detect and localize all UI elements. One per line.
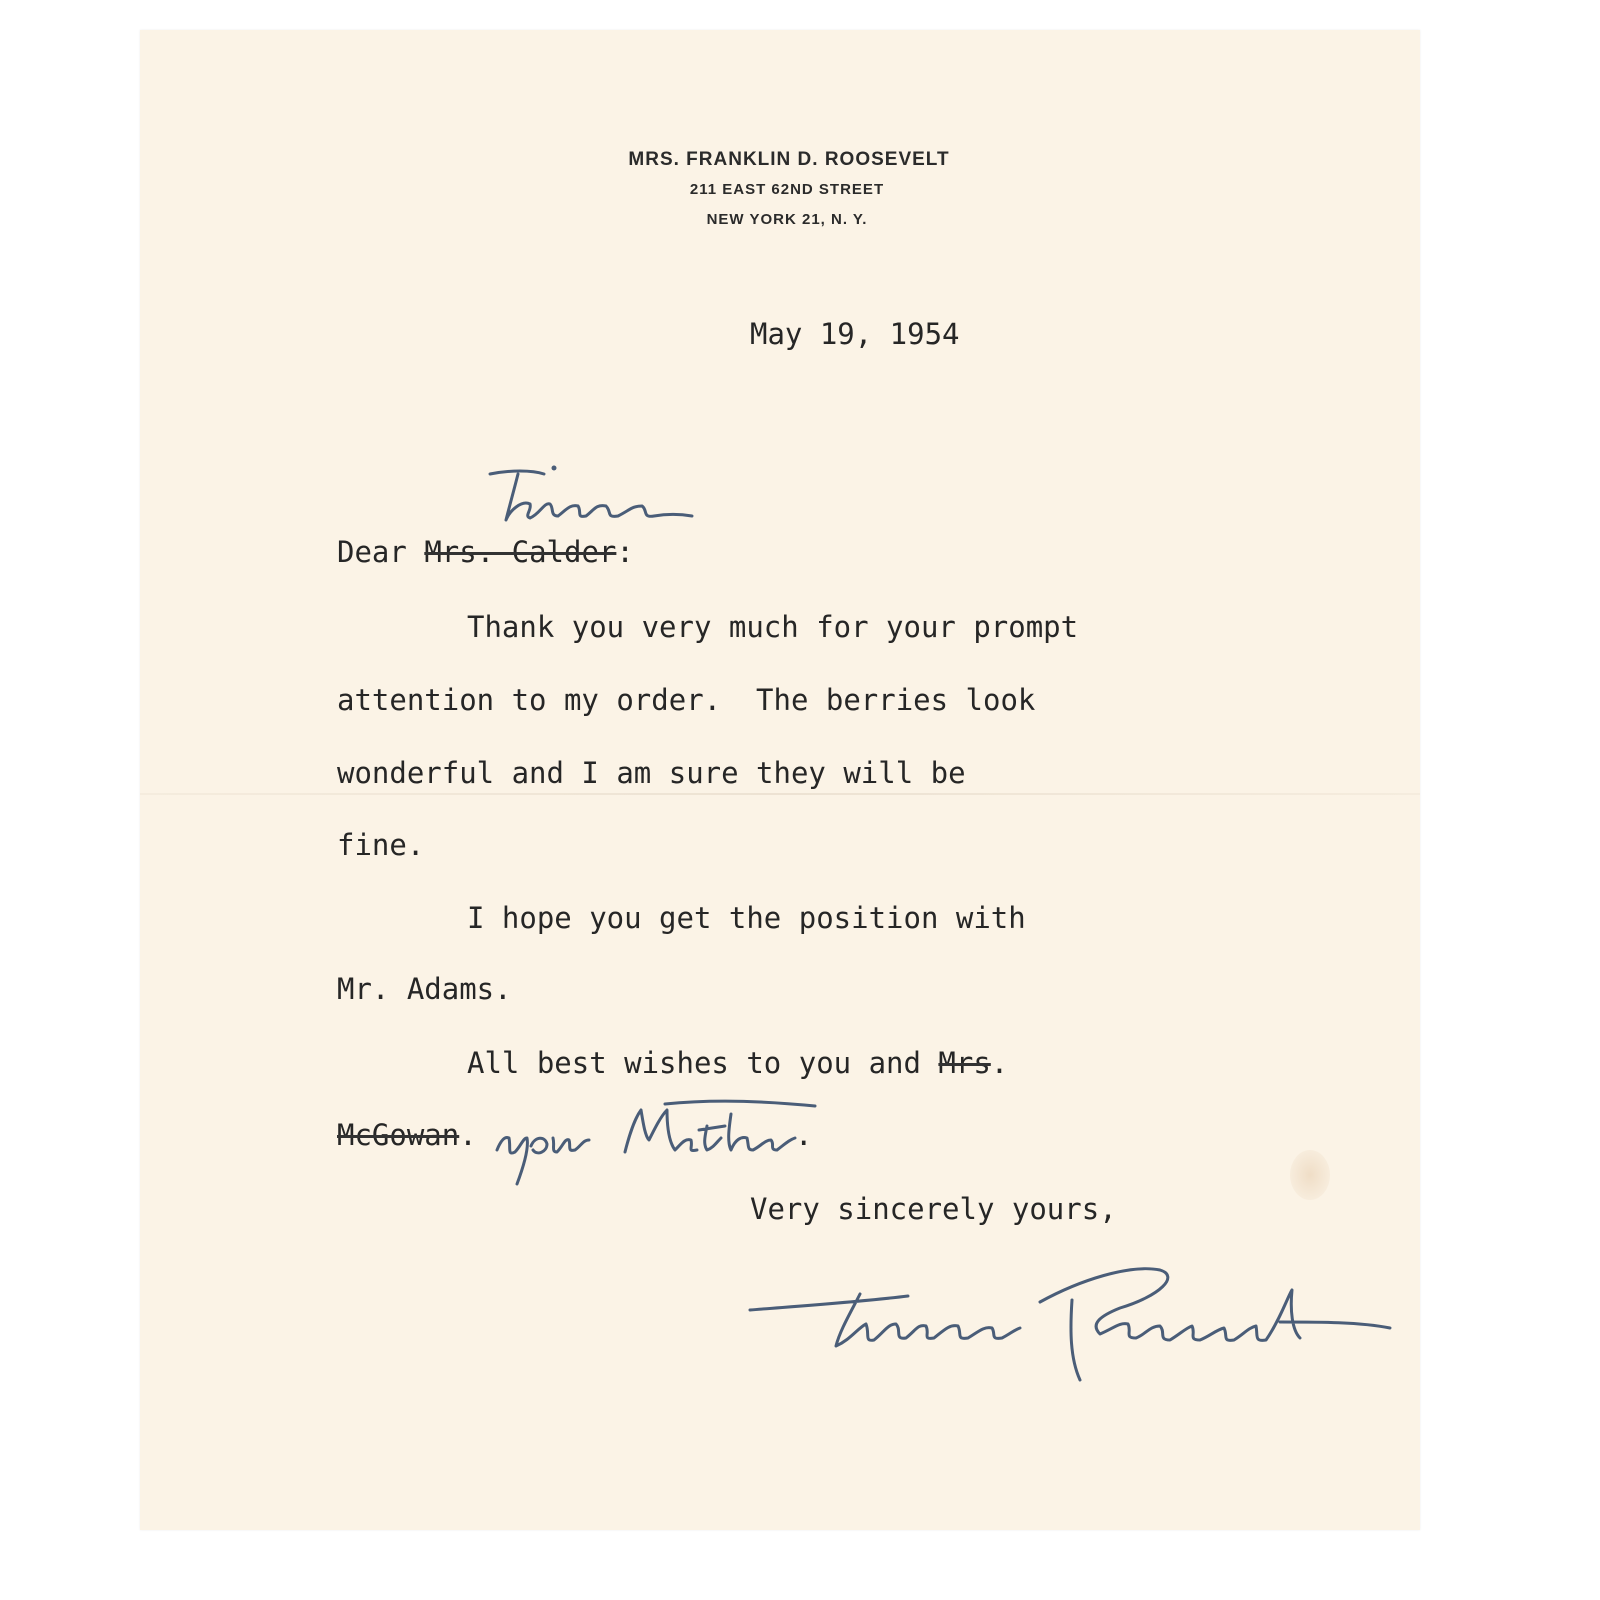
- handwritten-name-correction: [470, 460, 700, 530]
- paper-stain: [1290, 1150, 1330, 1200]
- signature: [740, 1230, 1400, 1410]
- salutation: [337, 535, 634, 569]
- paragraph3-line2-end: .: [795, 1118, 813, 1152]
- paragraph3-line1-struck: Mrs: [938, 1046, 991, 1080]
- letterhead-city: NEW YORK 21, N. Y.: [706, 211, 868, 228]
- paragraph3-line2-period: .: [459, 1118, 477, 1152]
- salutation-struck-name: Mrs. Calder: [424, 535, 617, 569]
- salutation-prefix: Dear: [337, 535, 425, 569]
- paragraph2-line2: Mr. Adams.: [337, 972, 512, 1006]
- paragraph3-line1-end: .: [990, 1046, 1009, 1080]
- salutation-colon: :: [616, 535, 634, 569]
- closing: Very sincerely yours,: [750, 1192, 1117, 1226]
- letterhead-name: MRS. FRANKLIN D. ROOSEVELT: [628, 149, 950, 170]
- letter-sheet: [140, 30, 1420, 1530]
- handwritten-your-mother: [485, 1090, 825, 1190]
- paragraph3-line1-text: All best wishes to you and: [467, 1046, 939, 1080]
- paragraph1-line3: wonderful and I am sure they will be: [337, 756, 966, 790]
- paragraph3-line1: [467, 1046, 1009, 1080]
- letterhead-street: 211 EAST 62ND STREET: [689, 181, 885, 198]
- paragraph3-line2: [337, 1118, 477, 1152]
- paragraph1-line4: fine.: [337, 828, 425, 862]
- letterhead: [140, 145, 1420, 235]
- paper-fold-line: [140, 793, 1420, 795]
- paragraph3-line2-struck: McGowan: [337, 1118, 460, 1152]
- paragraph1-line1: Thank you very much for your prompt: [467, 610, 1079, 644]
- paragraph1-line2: attention to my order. The berries look: [337, 683, 1036, 717]
- letter-date: May 19, 1954: [750, 317, 960, 351]
- paragraph2-line1: I hope you get the position with: [467, 901, 1026, 935]
